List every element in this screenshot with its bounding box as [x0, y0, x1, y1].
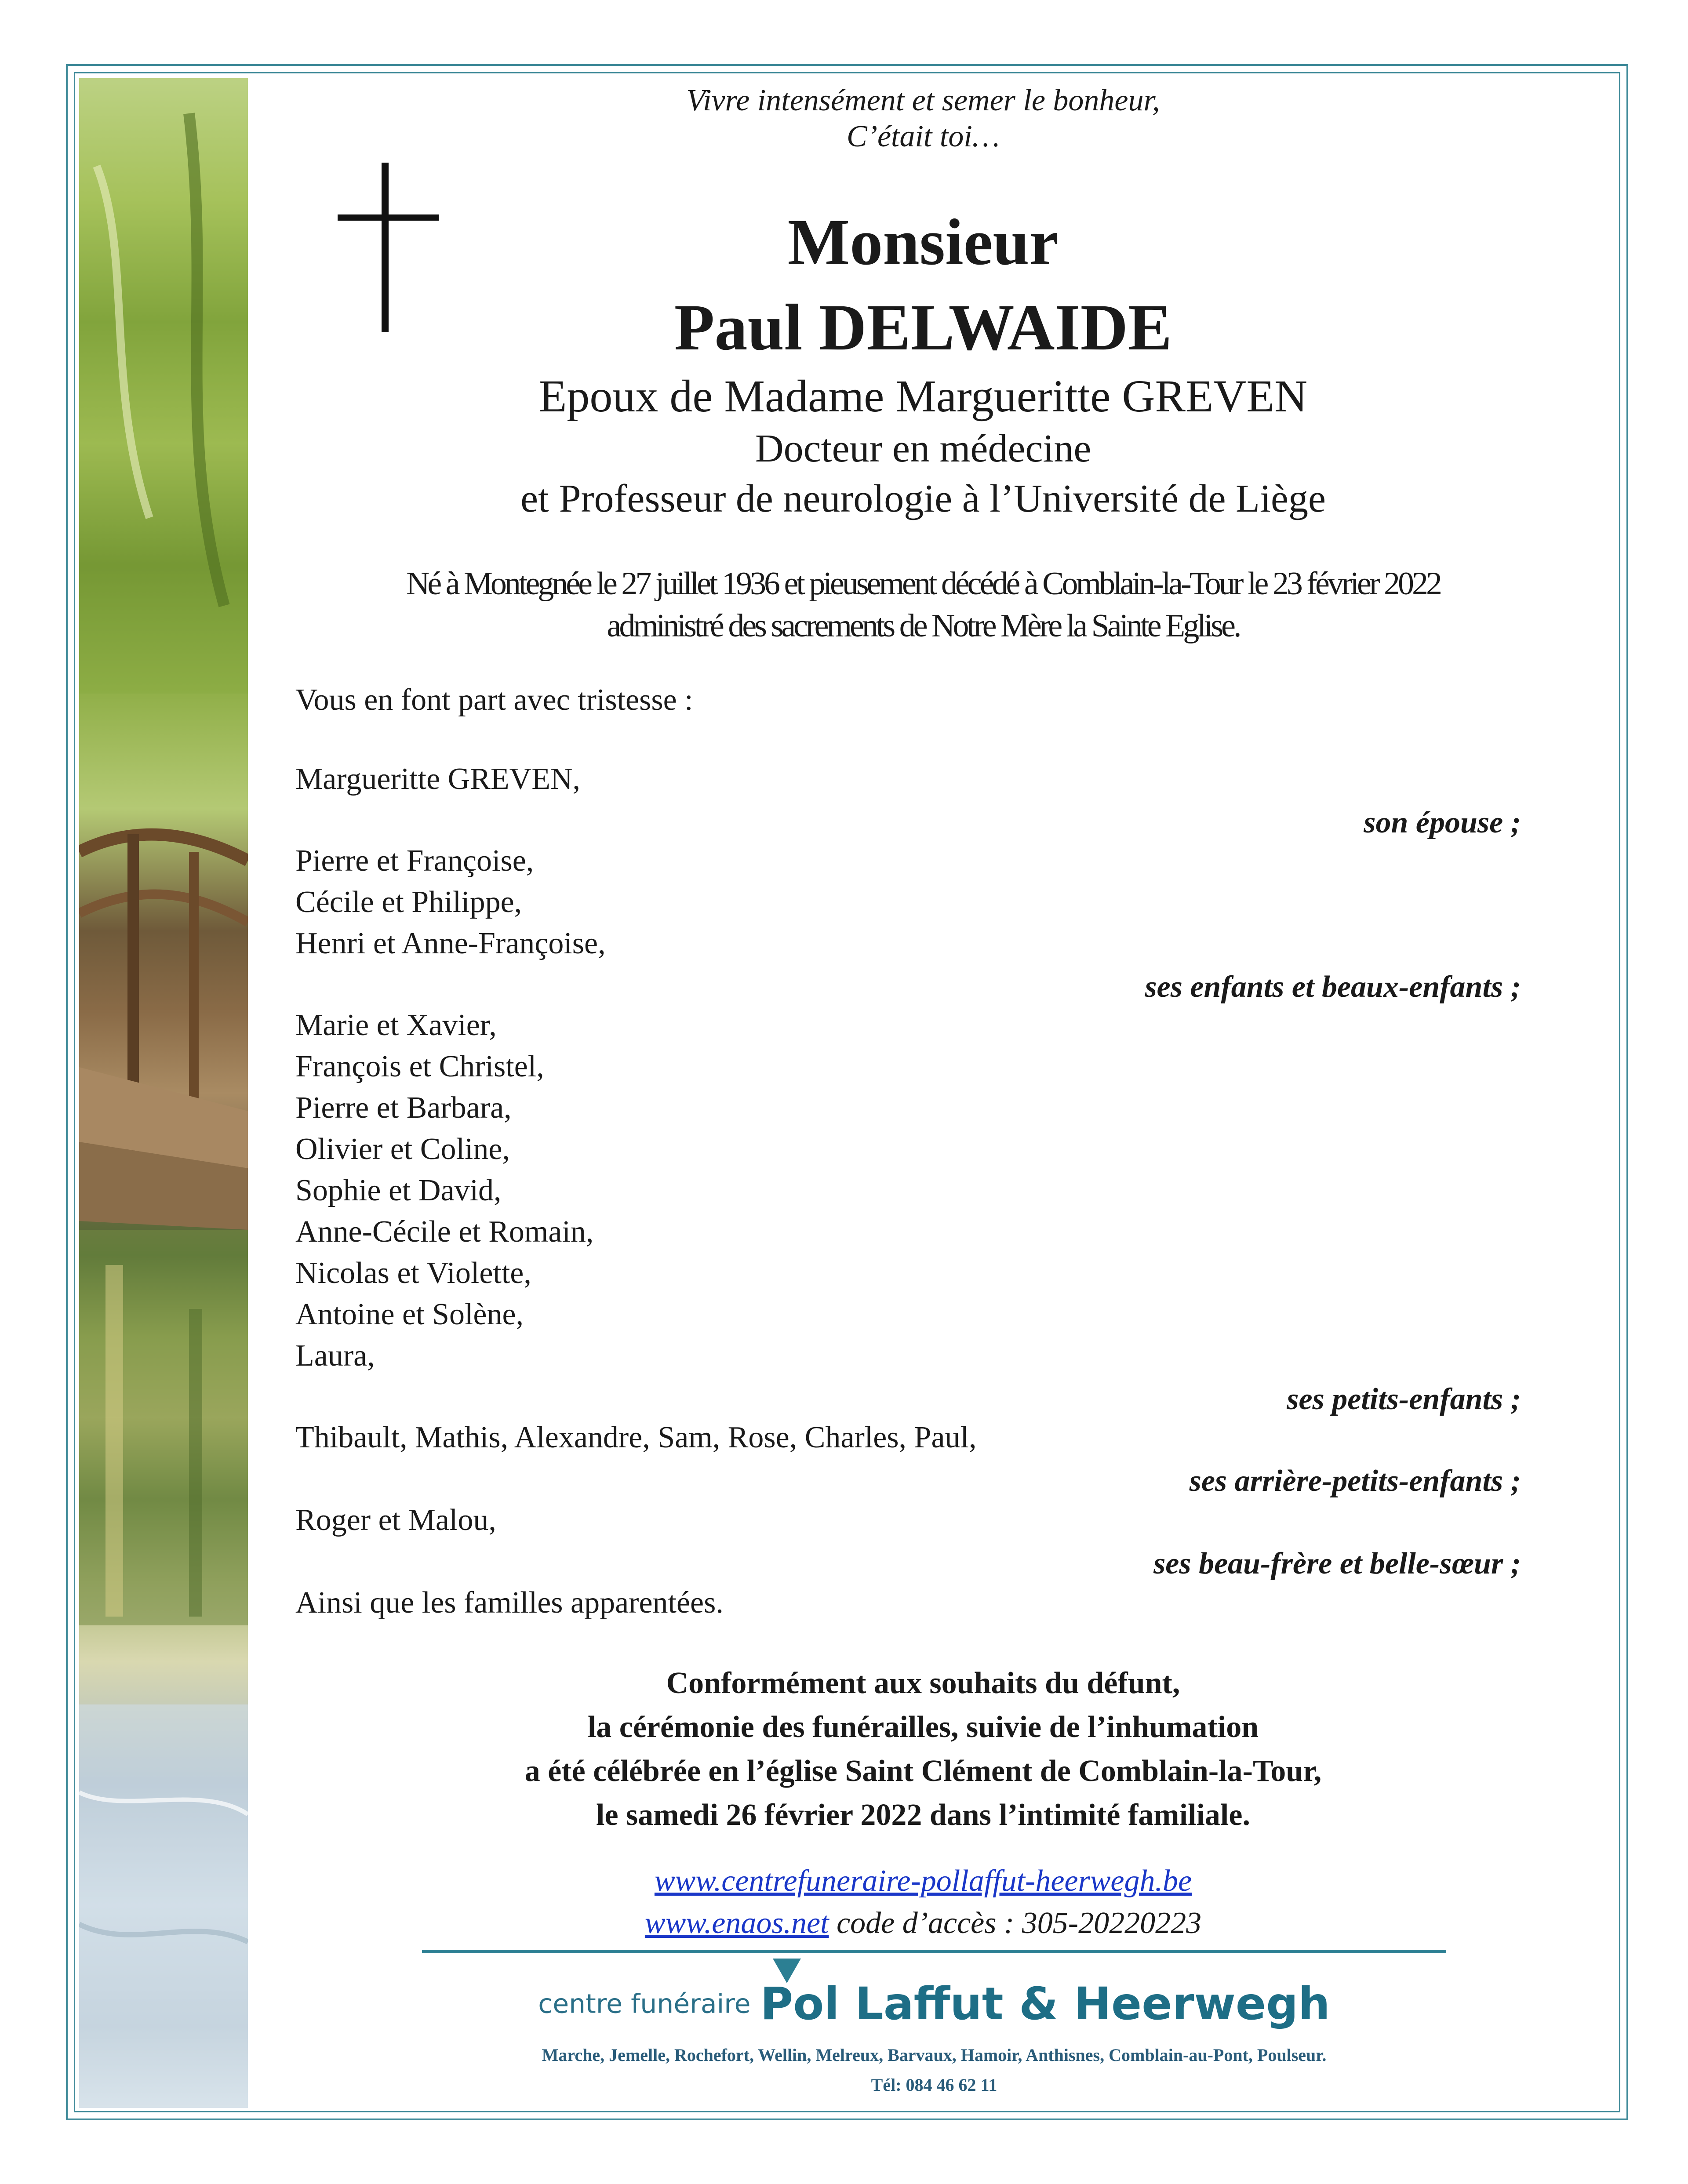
funeral-home-link[interactable]: www.centrefuneraire-pollaffut-heerwegh.be: [654, 1864, 1192, 1898]
deceased-name: Paul DELWAIDE: [674, 291, 1172, 364]
inlaws-role: ses beau-frère et belle-sœur ;: [1153, 1547, 1521, 1581]
ceremony-line-1: Conformément aux souhaits du défunt,: [666, 1666, 1180, 1700]
title-line-2: et Professeur de neurologie à l’Université de Liège: [520, 477, 1326, 520]
funeral-home-logo: [422, 1978, 1446, 2030]
children-role: ses enfants et beaux-enfants ;: [1145, 970, 1521, 1004]
grandchild-name: Sophie et David,: [295, 1174, 502, 1207]
title-line-1: Docteur en médecine: [755, 427, 1091, 470]
dates-block: [264, 563, 1582, 647]
grandchild-name: Antoine et Solène,: [295, 1297, 524, 1331]
ceremony-line-3: a été célébrée en l’église Saint Clément de Comblain-la-Tour,: [524, 1754, 1322, 1788]
access-code: code d’accès : 305-20220223: [829, 1906, 1202, 1940]
dates-line-1: Né à Montegnée le 27 juillet 1936 et pieusement décédé à Comblain-la-Tour le 23 février 2022: [406, 566, 1441, 602]
logo-prefix: centre funéraire: [538, 1988, 751, 2020]
grandchild-name: Nicolas et Violette,: [295, 1256, 531, 1290]
dates-line-2: administré des sacrements de Notre Mère la Sainte Eglise.: [607, 608, 1240, 644]
nature-photo-strip: [79, 78, 248, 2108]
spouse-line: Epoux de Madame Margueritte GREVEN: [538, 371, 1308, 422]
bridge-illustration: [79, 78, 248, 2108]
funeral-home-phone: Tél: 084 46 62 11: [871, 2075, 997, 2095]
ceremony-line-4: le samedi 26 février 2022 dans l’intimité familiale.: [596, 1798, 1250, 1832]
child-name: Cécile et Philippe,: [295, 885, 522, 919]
quote-line-1: Vivre intensément et semer le bonheur,: [686, 84, 1160, 117]
ceremony-block: [264, 1661, 1582, 1837]
grandchildren-role: ses petits-enfants ;: [1287, 1382, 1521, 1416]
great-grandchildren-names: Thibault, Mathis, Alexandre, Sam, Rose, Charles, Paul,: [295, 1421, 977, 1454]
links-block: [264, 1860, 1582, 1944]
logo-divider: [422, 1950, 1446, 1953]
grandchild-name: Olivier et Coline,: [295, 1132, 510, 1166]
intro-text: Vous en font part avec tristesse :: [295, 683, 693, 717]
enaos-link[interactable]: www.enaos.net: [644, 1906, 829, 1940]
honorific: Monsieur: [787, 206, 1059, 279]
quote: [264, 83, 1582, 155]
grandchild-name: Anne-Cécile et Romain,: [295, 1215, 594, 1249]
grandchild-name: Pierre et Barbara,: [295, 1091, 512, 1125]
child-name: Pierre et Françoise,: [295, 844, 534, 878]
grandchild-name: François et Christel,: [295, 1050, 544, 1083]
funeral-home-locations: Marche, Jemelle, Rochefort, Wellin, Melreux, Barvaux, Hamoir, Anthisnes, Comblain-au-Pont, Poulseur.: [542, 2045, 1327, 2065]
grandchild-name: Marie et Xavier,: [295, 1008, 497, 1042]
ceremony-line-2: la cérémonie des funérailles, suivie de l’inhumation: [587, 1710, 1259, 1744]
great-grandchildren-role: ses arrière-petits-enfants ;: [1189, 1464, 1521, 1498]
grandchild-name: Laura,: [295, 1339, 375, 1373]
spouse-role: son épouse ;: [1364, 806, 1521, 839]
child-name: Henri et Anne-Françoise,: [295, 927, 606, 960]
logo-name: Pol Laffut & Heerwegh: [760, 1978, 1330, 2030]
inlaws-names: Roger et Malou,: [295, 1503, 496, 1537]
quote-line-2: C’était toi…: [846, 120, 1000, 153]
spouse-name: Margueritte GREVEN,: [295, 762, 581, 796]
closing-text: Ainsi que les familles apparentées.: [295, 1586, 724, 1620]
